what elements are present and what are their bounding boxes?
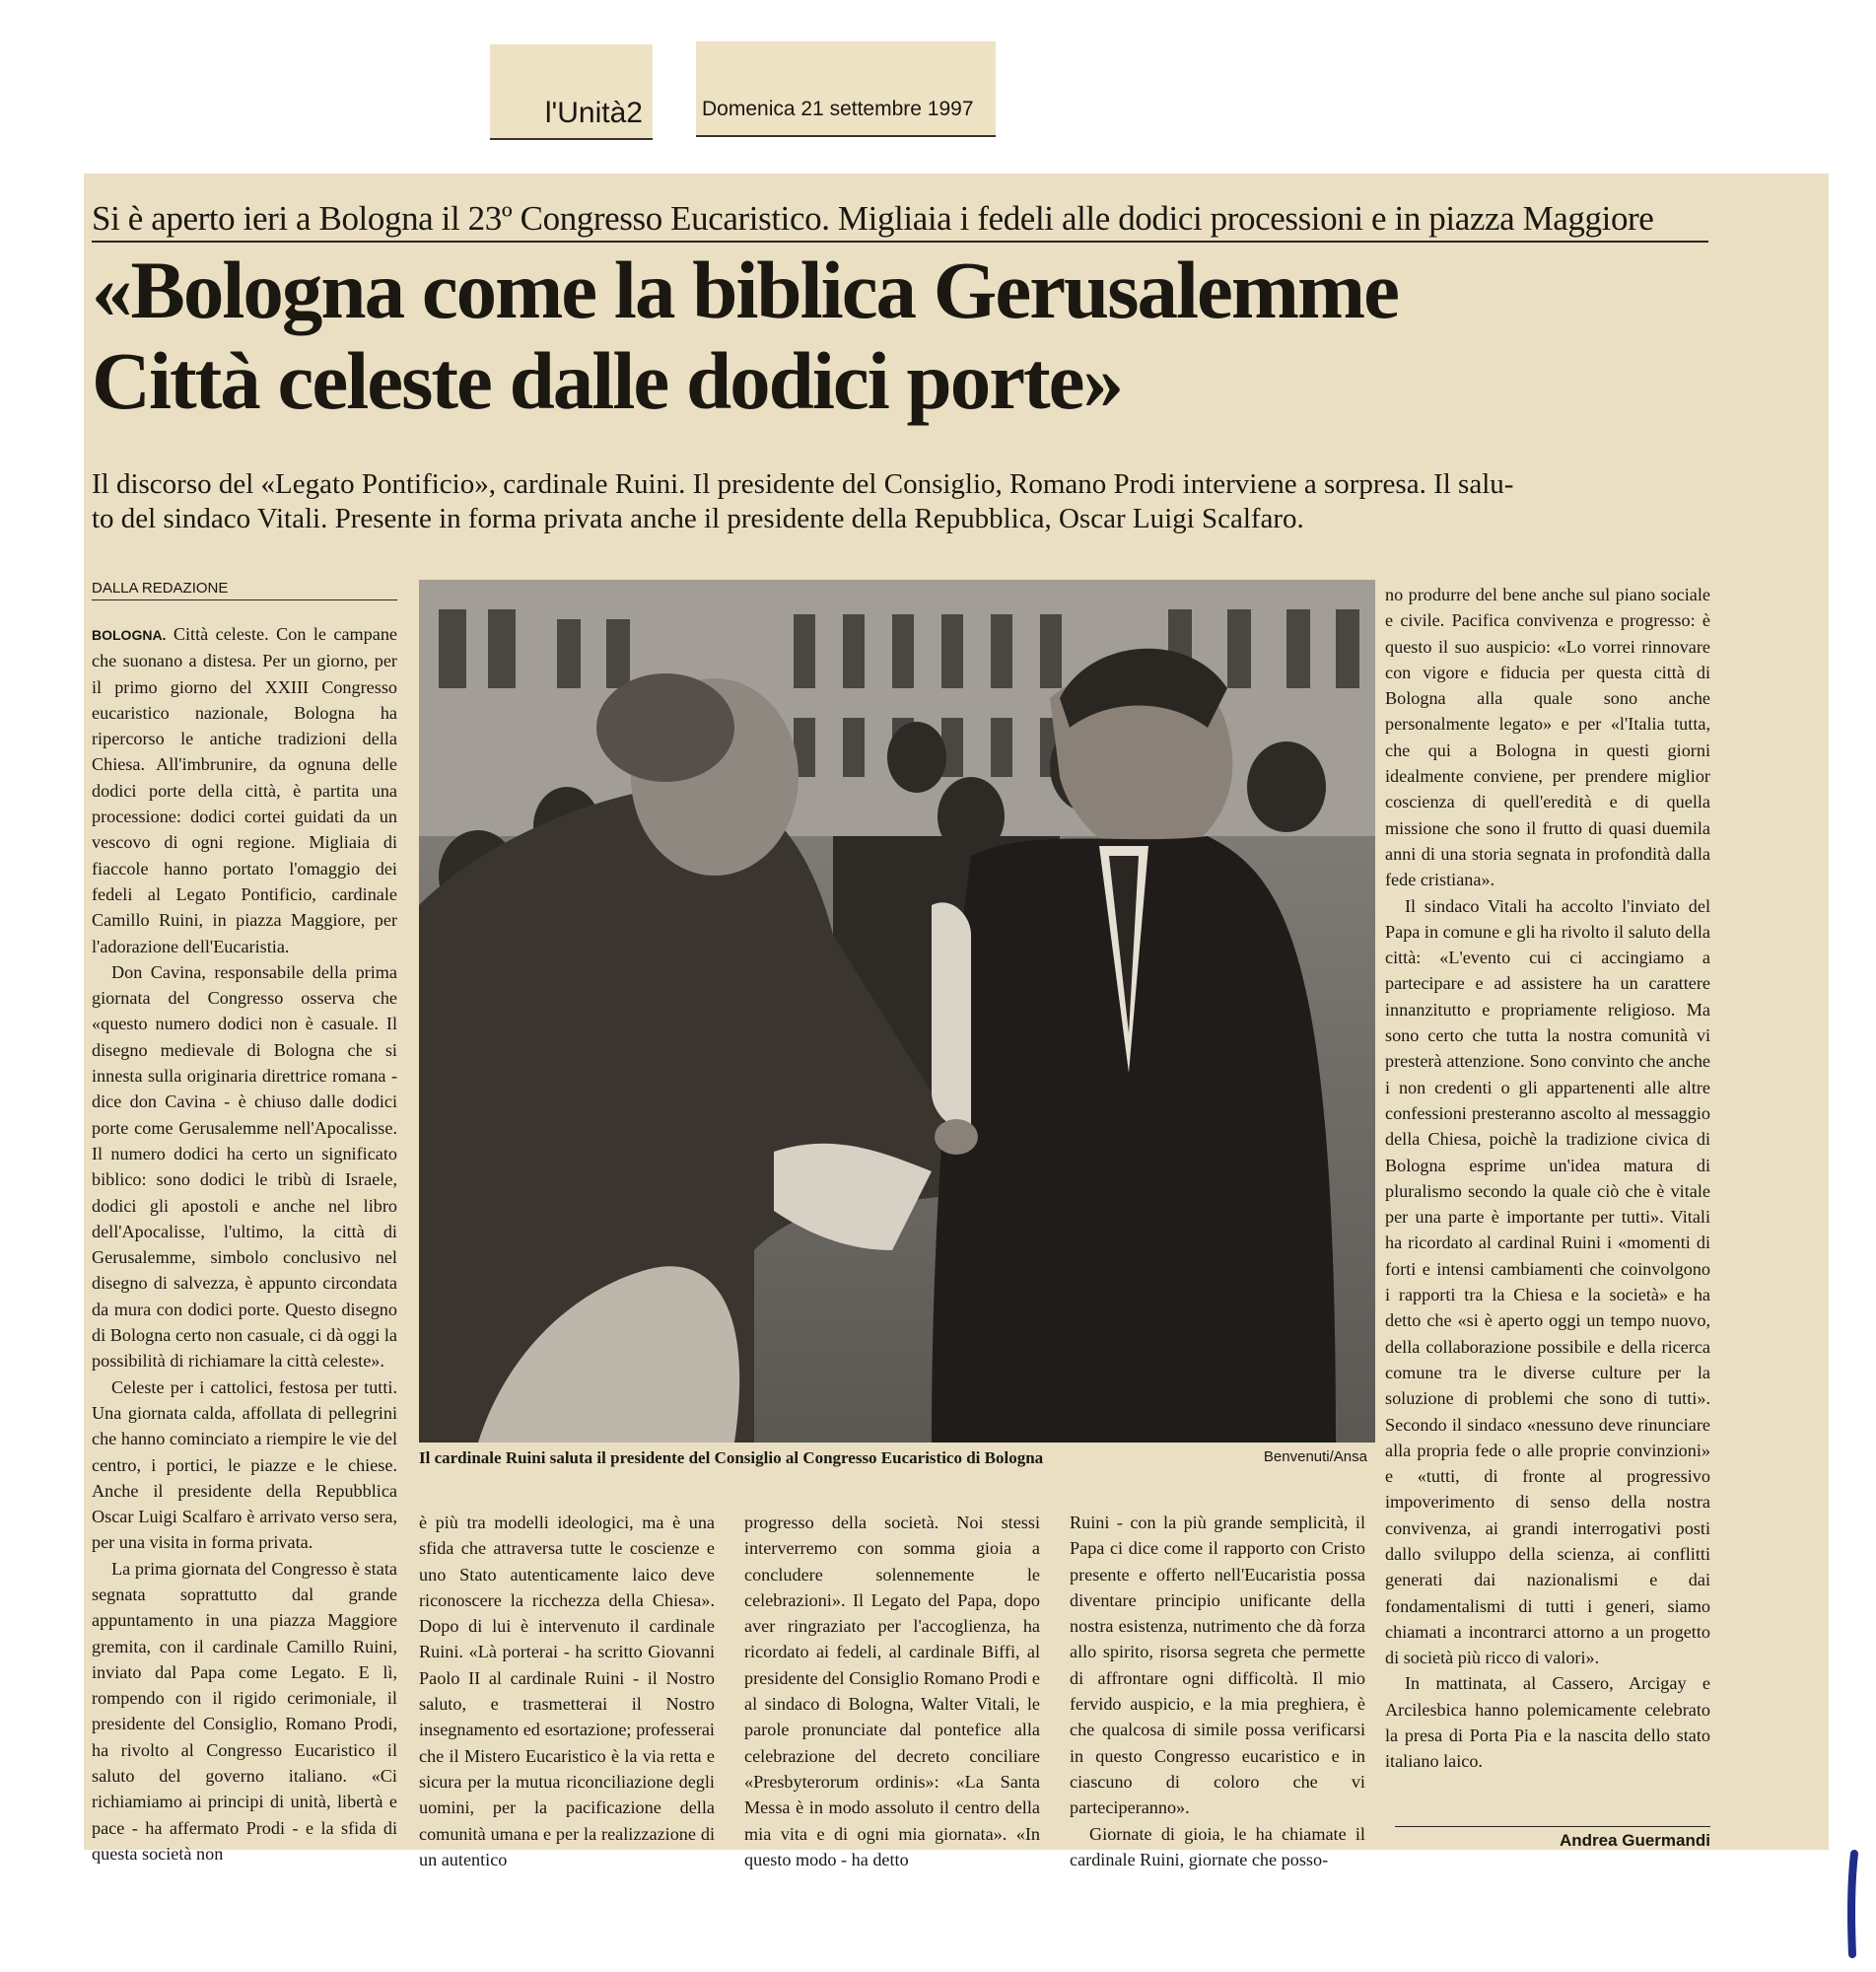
paragraph: no produrre del bene anche sul piano sociale e civile. Pacifica convivenza e progresso: è questo il suo auspicio: «Lo vorrei rinnovare con vigore e fiducia per questa città di Bologna alla quale sono anche personalmente legato» e per «l'Italia tutta, che qui a Bologna in questi giorni idealmente conviene, per prendere miglior coscienza di quell'eredità e di quella missione che sono il frutto di quasi duemila anni di una storia segnata in profondità dalla fede cristiana». [1385,585,1710,890]
headline-line-2: Città celeste dalle dodici porte» [92,335,1123,426]
byline: DALLA REDAZIONE [92,580,397,600]
paragraph: Il sindaco Vitali ha accolto l'inviato del Papa in comune e gli ha rivolto il saluto della città: «L'evento cui ci accingiamo a partecipare e ad assistere ha un carattere innanzitutto e propriamente religioso. Ma sono certo che tutta la nostra comunità vi presterà attenzione. Sono convinto che anche i non credenti o gli appartenenti alle altre confessioni presteranno ascolto al messaggio della Chiesa, poichè la tradizione civica di Bologna esprime un'idea matura di pluralismo secondo la quale ciò che è vitale per una parte è importante per tutti». Vitali ha ricordato al cardinal Ruini i «momenti di forti e intensi cambiamenti che coinvolgono i rapporti tra la Chiesa e la società» e ha detto che «si è aperto oggi un tempo nuovo, della collaborazione possibile e della ricerca comune tra le diverse culture per la soluzione di problemi che sono di tutti». Secondo il sindaco «nessuno deve rinunciare alla propria fede o alle proprie convinzioni» e «tutti, di fronte al progressivo impoverimento di senso della nostra convivenza, ai grandi interrogativi posti dallo sviluppo della scienza, ai conflitti generati dai nazionalismi e dai fondamentalismi di tutti i generi, siamo chiamati a incontrarci attorno a un progetto di società più ricco di valori». [1385,895,1710,1668]
paragraph: Ruini - con la più grande semplicità, il Papa ci dice come il rapporto con Cristo presente e offerto nell'Eucaristia possa diventare principio unificante della nostra esistenza, nutrimento che dà forza allo spirito, risorsa segreta che permette di affrontare ogni difficoltà. Il mio fervido auspicio, e la mia preghiera, è che qualcosa di simile possa verificarsi in questo Congresso eucaristico e in ciascuno di coloro che vi parteciperanno». [1070,1513,1365,1818]
subhead-line-2: to del sindaco Vitali. Presente in forma privata anche il presidente della Repubblica, Oscar Luigi Scalfaro. [92,503,1304,534]
paragraph: Celeste per i cattolici, festosa per tutti. Una giornata calda, affollata di pellegrini che hanno cominciato a riempire le vie del centro, i portici, le piazze e le chiese. Anche il presidente della Repubblica Oscar Luigi Scalfaro è arrivato verso sera, per una visita in forma privata. [92,1376,397,1553]
dateline: BOLOGNA. [92,627,167,643]
photo-credit: Benvenuti/Ansa [1263,1448,1367,1465]
author-signature: Andrea Guermandi [1395,1826,1710,1851]
paragraph: Giornate di gioia, le ha chiamate il cardinale Ruini, giornate che posso- [1070,1823,1365,1869]
article-kicker: Si è aperto ieri a Bologna il 23º Congresso Eucaristico. Migliaia i fedeli alle dodici processioni e in piazza Maggiore [92,199,1708,243]
photo-caption: Il cardinale Ruini saluta il presidente del Consiglio al Congresso Eucaristico di Bologna [419,1448,1044,1467]
paragraph: progresso della società. Noi stessi interverremo con somma gioia a concludere solennemente le celebrazioni». Il Legato del Papa, dopo aver ringraziato per l'accoglienza, ha ricordato ai fedeli, al cardinale Biffi, al presidente del Consiglio Romano Prodi e al sindaco di Bologna, Walter Vitali, le parole pronunciate dal pontefice alla celebrazione del decreto conciliare «Presbyterorum ordinis»: «La Santa Messa è in modo assoluto il centro della mia vita e di ogni mia giornata». «In questo modo - ha detto [744,1513,1040,1869]
article-subhead [92,467,1708,536]
text-column-5 [1385,582,1710,1775]
text-column-3 [744,1510,1040,1872]
news-photo [419,580,1375,1443]
publication-date: Domenica 21 settembre 1997 [702,98,974,120]
paragraph [92,621,397,959]
paragraph: è più tra modelli ideologici, ma è una sfida che attraversa tutte le coscienze e uno Stato autenticamente laico deve riconoscere la ricchezza della Chiesa». Dopo di lui è intervenuto il cardinale Ruini. «Là porterai - ha scritto Giovanni Paolo II al cardinale Ruini - il Nostro saluto, e trasmetterai il Nostro insegnamento ed esortazione; professerai che il Mistero Eucaristico è la via retta e sicura per la mutua riconciliazione degli uomini, per la pacificazione della comunità umana e per la realizzazione di un autentico [419,1513,715,1869]
paragraph: La prima giornata del Congresso è stata segnata soprattutto dal grande appuntamento in una piazza Maggiore gremita, con il cardinale Camillo Ruini, inviato dal Papa come Legato. E lì, rompendo con il rigido cerimoniale, il presidente del Consiglio, Romano Prodi, ha rivolto al Congresso Eucaristico il saluto del governo italiano. «Ci richiamiamo ai principi di unità, libertà e pace - ha affermato Prodi - e la sfida di questa società non [92,1558,397,1864]
photo-illustration [419,580,1375,1443]
publication-slip [490,44,653,140]
article-headline [92,245,1570,426]
publication-name: l'Unità2 [544,97,643,129]
paragraph-text: Città celeste. Con le campane che suonano a distesa. Per un giorno, per il primo giorno del XXIII Congresso eucaristico nazionale, Bologna ha ripercorso le antiche tradizioni della Chiesa. All'imbrunire, da ognuna delle dodici porte della città, è partita una processione: dodici cortei guidati da un vescovo di ogni regione. Migliaia di fiaccole hanno portato l'omaggio dei fedeli al Legato Pontificio, cardinale Camillo Ruini, in piazza Maggiore, per l'adorazione dell'Eucaristia. [92,624,398,956]
blue-pen-mark [1842,1850,1862,1958]
newspaper-clipping [84,174,1829,1869]
date-slip [696,41,996,137]
text-column-2 [419,1510,715,1872]
headline-line-1: «Bologna come la biblica Gerusalemme [92,245,1399,335]
text-column-4 [1070,1510,1365,1872]
text-column-1 [92,621,397,1866]
subhead-line-1: Il discorso del «Legato Pontificio», cardinale Ruini. Il presidente del Consiglio, Romano Prodi interviene a sorpresa. Il salu- [92,468,1514,500]
paragraph: Don Cavina, responsabile della prima giornata del Congresso osserva che «questo numero dodici non è casuale. Il disegno medievale di Bologna che si innesta sulla originaria direttrice romana - dice don Cavina - è chiuso dalle dodici porte come Gerusalemme nell'Apocalisse. Il numero dodici ha certo un significato biblico: sono dodici le tribù di Israele, dodici gli apostoli e anche nel libro dell'Apocalisse, l'ultimo, la città di Gerusalemme, simbolo conclusivo nel disegno di salvezza, è appunto circondata da mura con dodici porte. Questo disegno di Bologna certo non casuale, ci dà oggi la possibilità di richiamare la città celeste». [92,961,397,1372]
paragraph: In mattinata, al Cassero, Arcigay e Arcilesbica hanno polemicamente celebrato la presa di Porta Pia e la nascita dello stato italiano laico. [1385,1673,1710,1772]
